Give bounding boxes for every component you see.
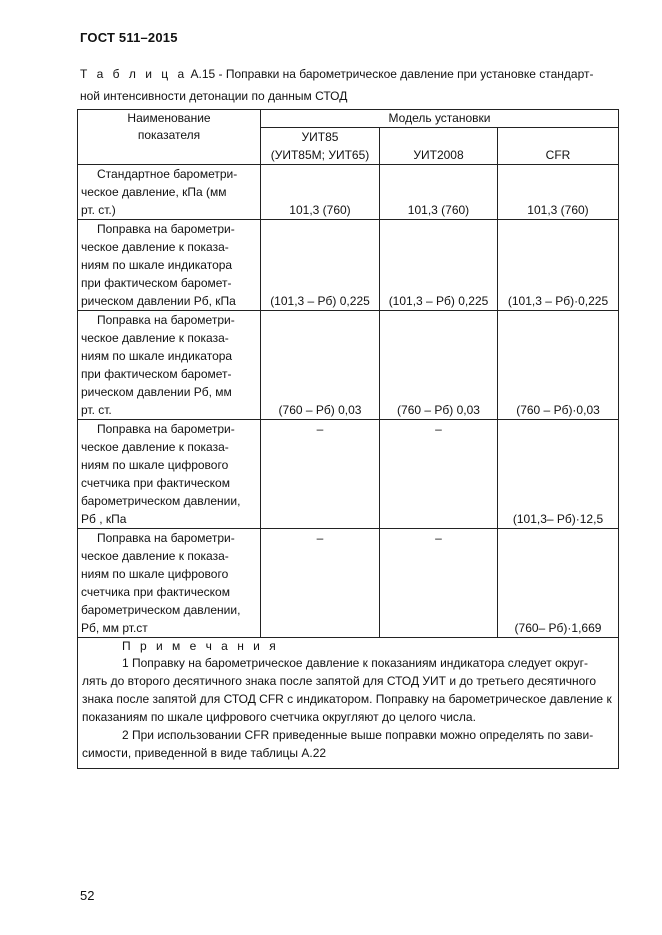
row-dash-cell: – bbox=[261, 420, 380, 529]
row-name-line: ниям по шкале цифрового bbox=[81, 458, 229, 472]
table-row bbox=[78, 420, 619, 529]
header-name-line: Наименование bbox=[127, 111, 211, 125]
row-name-line: счетчика при фактическом bbox=[81, 585, 230, 599]
page-number: 52 bbox=[80, 888, 95, 903]
header-model-cell bbox=[380, 128, 498, 165]
model-variants: (УИТ85М; УИТ65) bbox=[270, 148, 370, 162]
row-name-line: рическом давлении Рб, мм bbox=[81, 385, 232, 399]
corrections-table bbox=[77, 109, 619, 769]
row-name-cell bbox=[78, 165, 261, 220]
row-name-line: Поправка на барометри- bbox=[97, 422, 235, 436]
row-value-cell: 101,3 (760) bbox=[380, 165, 498, 220]
row-name-line: ческое давление к показа- bbox=[81, 440, 229, 454]
notes-cell bbox=[78, 638, 619, 769]
row-name-line: ниям по шкале индикатора bbox=[81, 258, 233, 272]
row-name-cell bbox=[78, 529, 261, 638]
row-value-cell: (101,3 – Рб) 0,225 bbox=[261, 220, 380, 311]
model-name: УИТ2008 bbox=[413, 148, 464, 162]
table-row bbox=[78, 165, 619, 220]
table-row bbox=[78, 529, 619, 638]
header-name-line: показателя bbox=[137, 128, 201, 142]
row-name-line: ческое давление к показа- bbox=[81, 331, 229, 345]
model-name: CFR bbox=[545, 148, 571, 162]
note-2: 2 При использовании CFR приведенные выше поправки можно определять по зави- симости, приведенной в виде таблицы А.22 bbox=[82, 728, 594, 760]
row-name-line: Поправка на барометри- bbox=[97, 531, 235, 545]
row-dash-cell: – bbox=[261, 529, 380, 638]
row-name-line: при фактическом баромет- bbox=[81, 367, 232, 381]
row-name-cell bbox=[78, 311, 261, 420]
row-name-line: счетчика при фактическом bbox=[81, 476, 230, 490]
header-name-cell bbox=[78, 110, 261, 165]
row-name-cell bbox=[78, 220, 261, 311]
row-dash-cell: – bbox=[380, 420, 498, 529]
notes-title: П р и м е ч а н и я bbox=[122, 639, 279, 653]
row-name-line: рт. ст. bbox=[81, 403, 112, 417]
row-value-cell: 101,3 (760) bbox=[498, 165, 619, 220]
table-row bbox=[78, 311, 619, 420]
row-name-line: рическом давлении Рб, кПа bbox=[81, 294, 236, 308]
row-name-line: ческое давление, кПа (мм bbox=[81, 185, 227, 199]
header-model-cell bbox=[498, 128, 619, 165]
row-name-line: при фактическом баромет- bbox=[81, 276, 232, 290]
row-value-cell: (760 – Рб) 0,03 bbox=[261, 311, 380, 420]
row-name-line: барометрическом давлении, bbox=[81, 494, 241, 508]
row-name-line: Стандартное барометри- bbox=[97, 167, 238, 181]
caption-number: А.15 bbox=[190, 67, 216, 81]
row-value-cell: 101,3 (760) bbox=[261, 165, 380, 220]
row-name-line: ниям по шкале индикатора bbox=[81, 349, 233, 363]
model-name: УИТ85 bbox=[301, 130, 339, 144]
row-name-line: барометрическом давлении, bbox=[81, 603, 241, 617]
table-row bbox=[78, 220, 619, 311]
row-dash-cell: – bbox=[380, 529, 498, 638]
row-name-line: ческое давление к показа- bbox=[81, 240, 229, 254]
header-group-cell: Модель установки bbox=[261, 110, 619, 128]
standard-header: ГОСТ 511–2015 bbox=[80, 30, 178, 45]
row-name-line: ческое давление к показа- bbox=[81, 549, 229, 563]
row-name-line: ниям по шкале цифрового bbox=[81, 567, 229, 581]
table-header-row bbox=[78, 110, 619, 128]
row-name-cell bbox=[78, 420, 261, 529]
row-value-cell: (101,3– Рб)·12,5 bbox=[498, 420, 619, 529]
row-name-line: Рб, мм рт.ст bbox=[81, 621, 148, 635]
row-name-line: Поправка на барометри- bbox=[97, 313, 235, 327]
row-name-line: рт. ст.) bbox=[81, 203, 116, 217]
notes-row bbox=[78, 638, 619, 769]
caption-label: Т а б л и ц а bbox=[80, 67, 188, 81]
row-value-cell: (760– Рб)·1,669 bbox=[498, 529, 619, 638]
row-value-cell: (101,3 – Рб)·0,225 bbox=[498, 220, 619, 311]
row-value-cell: (760 – Рб)·0,03 bbox=[498, 311, 619, 420]
row-name-line: Рб , кПа bbox=[81, 512, 127, 526]
table-caption bbox=[80, 63, 620, 107]
row-value-cell: (101,3 – Рб) 0,225 bbox=[380, 220, 498, 311]
caption-text-line2: ной интенсивности детонации по данным СТОД bbox=[80, 89, 348, 103]
row-value-cell: (760 – Рб) 0,03 bbox=[380, 311, 498, 420]
note-1: 1 Поправку на барометрическое давление к показаниям индикатора следует округ- лять до второго десятичного знака после запятой для СТОД УИТ и до третьего десятичного знака после запятой для СТОД CFR с индикатором. Поправку на барометрическое давление к показаниям по шкале цифрового счетчика округляют до целого числа. bbox=[82, 656, 612, 724]
header-model-cell bbox=[261, 128, 380, 165]
row-name-line: Поправка на барометри- bbox=[97, 222, 235, 236]
caption-text-line1: - Поправки на барометрическое давление при установке стандарт- bbox=[215, 67, 594, 81]
